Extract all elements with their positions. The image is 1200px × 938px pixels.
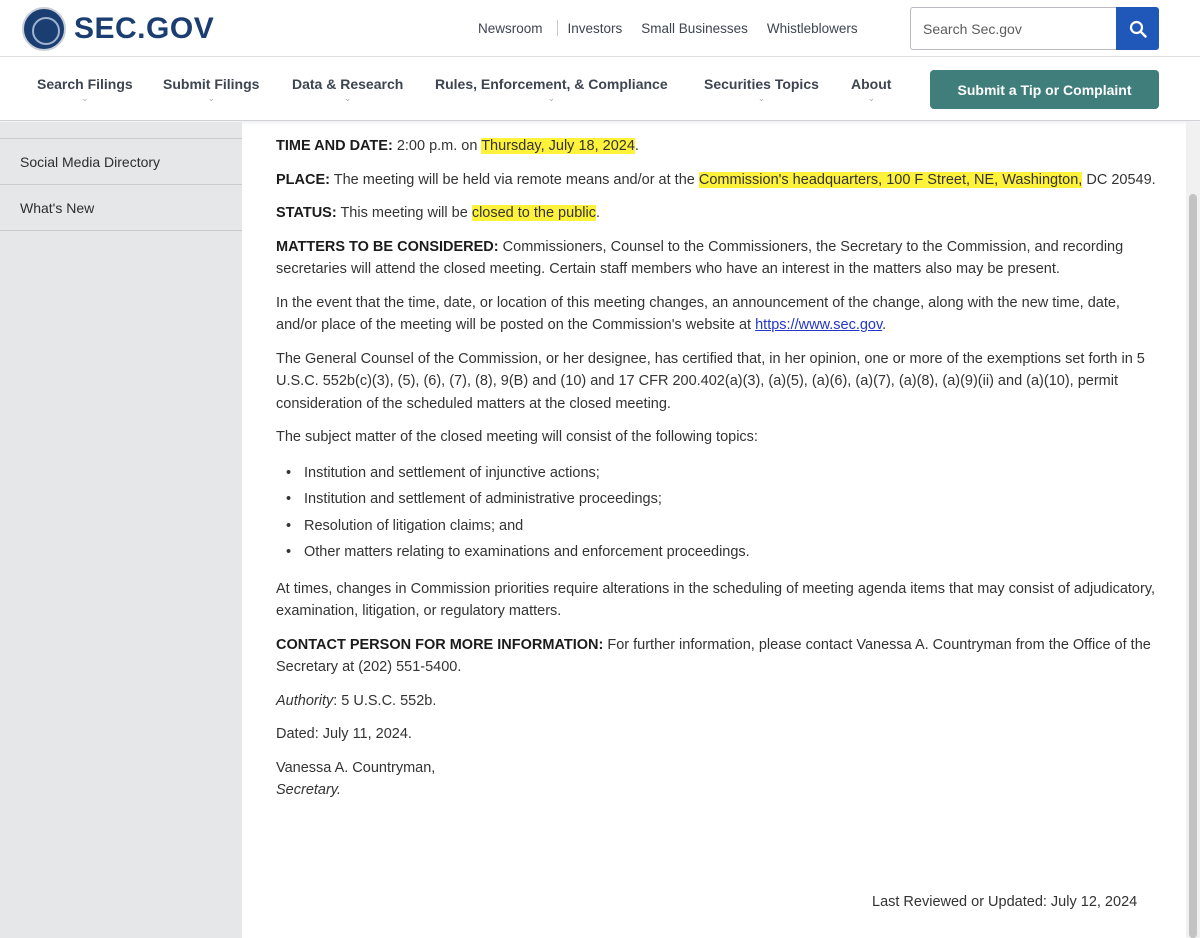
authority	[276, 690, 1160, 713]
nav-label: About	[851, 76, 892, 92]
event-text: In the event that the time, date, or location of this meeting changes, an announcement of the change, along with the new time, date, and/or place of the meeting will be posted on the Commission's website at	[276, 294, 1120, 333]
topics-intro: The subject matter of the closed meeting will consist of the following topics:	[276, 429, 758, 445]
nav-submit-filings[interactable]	[163, 76, 259, 104]
list-item: • Resolution of litigation claims; and	[276, 513, 1160, 540]
event-change-paragraph	[276, 292, 1160, 337]
signer-name: Vanessa A. Countryman,	[276, 759, 436, 776]
time-and-date	[276, 135, 1160, 158]
time-end: .	[634, 138, 639, 154]
place-highlight: Commission's headquarters, 100 F Street, NE, Washington,	[698, 171, 1083, 188]
contact-label: CONTACT PERSON FOR MORE INFORMATION:	[276, 636, 604, 653]
site-header	[0, 0, 1200, 57]
priorities-paragraph: At times, changes in Commission priorities require alterations in the scheduling of meeting agenda items that may consist of adjudicatory, examination, litigation, or regulatory matters.	[276, 580, 1156, 619]
authority-label: Authority	[276, 692, 334, 709]
signature-block	[276, 757, 1160, 802]
sec-logo[interactable]	[22, 7, 214, 51]
search-input[interactable]	[910, 7, 1117, 50]
chevron-down-icon: ⌄	[867, 93, 875, 103]
divider	[0, 230, 242, 231]
chevron-down-icon: ⌄	[547, 93, 556, 103]
scrollbar[interactable]	[1186, 122, 1200, 938]
scrollbar-thumb[interactable]	[1189, 194, 1197, 938]
chevron-down-icon: ⌄	[343, 93, 352, 103]
matters-text: Commissioners, Counsel to the Commissioners, the Secretary to the Commission, and recording secretaries will attend the closed meeting. Certain staff members who have an interest in the matters also may be present.	[276, 238, 1124, 277]
nav-about[interactable]	[851, 76, 891, 104]
top-link-whistleblowers[interactable]: Whistleblowers	[766, 20, 858, 36]
notice-body	[276, 135, 1160, 813]
nav-label: Data & Research	[292, 76, 404, 92]
contact-person	[276, 634, 1160, 679]
place-label: PLACE:	[276, 171, 330, 188]
status-label: STATUS:	[276, 205, 337, 221]
chevron-down-icon: ⌄	[81, 93, 89, 103]
status	[276, 202, 1160, 225]
utility-links	[478, 20, 858, 36]
nav-label: Rules, Enforcement, & Compliance	[435, 76, 668, 92]
matters-label: MATTERS TO BE CONSIDERED:	[276, 238, 499, 255]
sec-website-link[interactable]: https://www.sec.gov	[755, 317, 883, 333]
sec-seal-icon	[22, 7, 66, 51]
meeting-date-highlight: Thursday, July 18, 2024	[481, 138, 635, 154]
signer-title: Secretary.	[276, 782, 342, 798]
place-text: The meeting will be held via remote means and/or at the	[329, 171, 699, 188]
nav-data-research[interactable]	[292, 76, 403, 104]
nav-search-filings[interactable]	[37, 76, 133, 104]
event-end: .	[882, 317, 887, 333]
contact-text: For further information, please contact Vanessa A. Countryman from the Office of the Secretary at (202) 551-5400.	[276, 636, 1151, 675]
sidebar-item-label: Social Media Directory	[20, 154, 161, 170]
logo-text: SEC.GOV	[74, 12, 215, 45]
top-link-newsroom[interactable]: Newsroom	[478, 20, 543, 36]
sidebar	[0, 122, 242, 938]
list-item: • Other matters relating to examinations and enforcement proceedings.	[276, 539, 1160, 566]
general-counsel-paragraph: The General Counsel of the Commission, or her designee, has certified that, in her opinion, one or more of the exemptions set forth in 5 U.S.C. 552b(c)(3), (5), (6), (7), (8), 9(B) and (10) and 17 CFR 200.402(a)(3), (a)(5), (a)(6), (a)(7), (a)(8), (a)(9)(ii) and (a)(10), permit consideration of the scheduled matters at the closed meeting.	[276, 350, 1145, 412]
time-label: TIME AND DATE:	[276, 138, 393, 154]
place	[276, 169, 1160, 192]
nav-label: Securities Topics	[704, 76, 819, 92]
chevron-down-icon: ⌄	[757, 93, 766, 103]
topics-list	[276, 460, 1160, 566]
list-item: • Institution and settlement of injunctive actions;	[276, 460, 1160, 487]
status-highlight: closed to the public	[471, 205, 596, 221]
chevron-down-icon: ⌄	[207, 93, 215, 103]
nav-label: Search Filings	[37, 76, 133, 92]
authority-text: : 5 U.S.C. 552b.	[333, 692, 437, 709]
place-end: DC 20549.	[1082, 171, 1156, 188]
matters-to-be-considered	[276, 236, 1160, 281]
search-button[interactable]	[1116, 7, 1159, 50]
nav-securities-topics[interactable]	[704, 76, 819, 104]
time-text: 2:00 p.m. on	[392, 138, 482, 154]
list-item: • Institution and settlement of administrative proceedings;	[276, 486, 1160, 513]
submit-tip-button[interactable]: Submit a Tip or Complaint	[930, 70, 1159, 109]
top-link-small-businesses[interactable]: Small Businesses	[641, 20, 748, 36]
dated: Dated: July 11, 2024.	[276, 726, 412, 742]
sidebar-item-label: What's New	[20, 200, 95, 216]
search-icon	[1129, 20, 1147, 38]
sidebar-item-social-media-directory[interactable]	[0, 138, 242, 184]
sidebar-item-whats-new[interactable]	[0, 184, 242, 230]
nav-label: Submit Filings	[163, 76, 260, 92]
divider	[557, 20, 558, 36]
nav-rules-enforcement[interactable]	[435, 76, 668, 104]
main-nav	[0, 57, 1200, 121]
top-link-investors[interactable]: Investors	[567, 20, 623, 36]
status-text: This meeting will be	[336, 205, 472, 221]
status-end: .	[595, 205, 600, 221]
last-updated: Last Reviewed or Updated: July 12, 2024	[872, 894, 1138, 910]
